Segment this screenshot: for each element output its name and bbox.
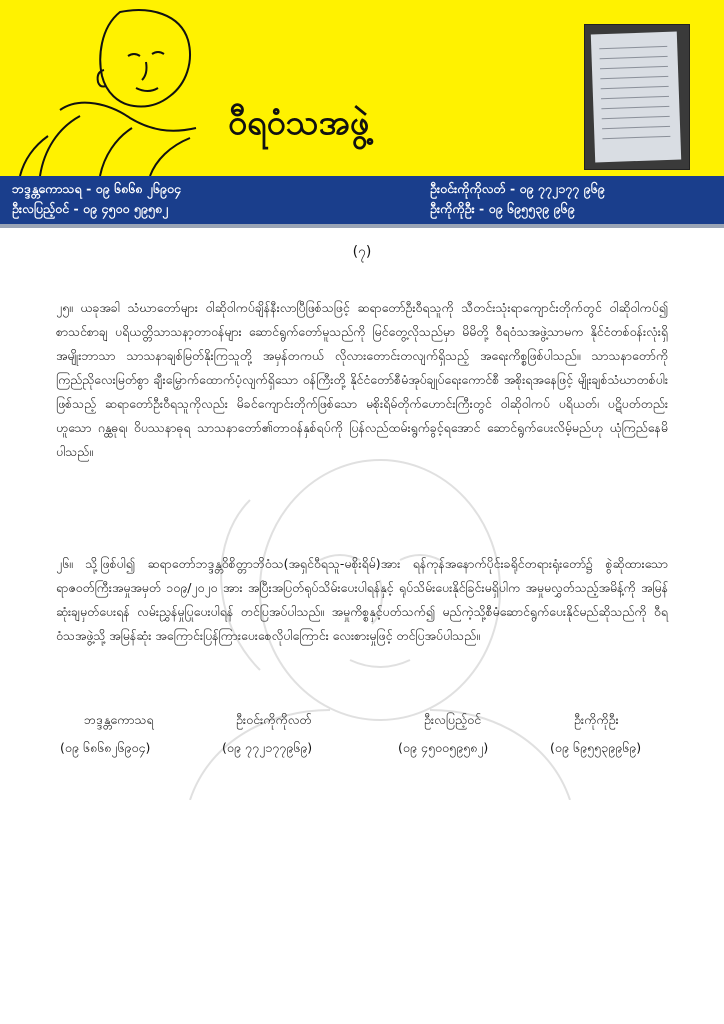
contact-line: ဦးလပြည့်ဝင် - ၀၉ ၄၅၀၀ ၅၉၅၈၂ xyxy=(12,201,169,216)
page-number: (၇) xyxy=(352,244,372,260)
signatory-name: ဦးဝင်းကိုကိုလတ် xyxy=(236,712,312,727)
signatory-phone: (၀၉ ၄၅၀၀၅၉၅၈၂) xyxy=(398,740,489,755)
org-name: ဝီရဝံသအဖွဲ့ xyxy=(228,103,370,143)
contact-line: ဦးဝင်းကိုကိုလတ် - ၀၉ ၇၇၂၁၇၇ ၉၆၉ xyxy=(430,181,605,196)
signatory-name: ဦးလပြည့်ဝင် xyxy=(424,712,482,727)
contact-bar xyxy=(0,176,724,228)
letterhead-header xyxy=(0,0,724,176)
paragraph-26: ၂၆။ သို့ဖြစ်ပါ၍ ဆရာတော်ဘဒ္ဒန္တဝိစိတ္တာဘိဝံသ(အရှင်ဝီရသူ-မစိုးရိမ်)အား ရန်ကုန်အနောက်ပိုင်းခရိုင်တရားရုံးတော်၌ စွဲဆိုထားသော ရာဇဝတ်ကြီးအမှုအမှတ် ၁၀၉/၂၀၂၀ အား အပြီးအပြတ်ရုပ်သိမ်းပေးပါရန်နှင့် ရုပ်သိမ်းပေးနိုင်ခြင်းမရှိပါက အမှုမလွှတ်သည့်အမိန့်ကို အမြန်ဆုံးချမှတ်ပေးရန် လမ်းညွှန်မှုပြုပေးပါရန် တင်ပြအပ်ပါသည်။ အမှုကိစ္စနှင့်ပတ်သက်၍ မည်ကဲ့သို့စီမံဆောင်ရွက်ပေးနိုင်မည်ဆိုသည်ကို ဝီရဝံသအဖွဲ့သို့ အမြန်ဆုံး အကြောင်းပြန်ကြားပေးစေလိုပါကြောင်း လေးစားမှုဖြင့် တင်ပြအပ်ပါသည်။ xyxy=(56,556,668,643)
signatory-name: ဦးကိုကိုဦး xyxy=(574,712,619,727)
signatory-phone: (၀၉ ၆၈၆၈၂၆၉၀၄) xyxy=(60,740,151,755)
paragraph-25: ၂၅။ ယခုအခါ သံဃာတော်များ ဝါဆိုဝါကပ်ချိန်နီးလာပြီဖြစ်သဖြင့် ဆရာတော်ဦးဝီရသူကို သီတင်းသုံးရာကျောင်းတိုက်တွင် ဝါဆိုဝါကပ်၍ စာသင်စာချ ပရိယတ္တိသာသနာ့တာဝန်များ ဆောင်ရွက်တော်မူသည်ကို မြင်တွေ့လိုသည်မှာ မိမိတို့ ဝီရဝံသအဖွဲ့သာမက နိုင်ငံတစ်ဝန်းလုံးရှိ အမျိုးဘာသာ သာသနာချစ်မြတ်နိုးကြသူတို့ အမှန်တကယ် လိုလားတောင်းတလျက်ရှိသည့် အရေးကိစ္စဖြစ်ပါသည်။ သာသနာတော်ကို ကြည်ညိုလေးမြတ်စွာ ချီးမြှောက်ထောက်ပံ့လျက်ရှိသော ဝန်ကြီးတို့ နိုင်ငံတော်စီမံအုပ်ချုပ်ရေးကောင်စီ အစိုးရအနေဖြင့် မျိုးချစ်သံဃာတစ်ပါးဖြစ်သည့် ဆရာတော်ဦးဝီရသူကိုလည်း မိခင်ကျောင်းတိုက်ဖြစ်သော မစိုးရိမ်တိုက်ဟောင်းကြီးတွင် ဝါဆိုဝါကပ် ပရိယတ်၊ ပဋိပတ်တည်းဟူသော ဂန္ထဓုရ၊ ဝိပဿနာဓုရ သာသနာတော်၏တာဝန်နှစ်ရပ်ကို ပြန်လည်ထမ်းရွက်ခွင့်ရအောင် ဆောင်ရွက်ပေးလိမ့်မည်ဟု ယုံကြည်နေမိပါသည်။ xyxy=(56,300,668,459)
document-photo xyxy=(584,24,690,170)
signatory-name: ဘဒ္ဒန္တကောသရ xyxy=(84,712,154,727)
paper-image xyxy=(591,32,681,163)
contact-line: ဘဒ္ဒန္တကောသရ - ၀၉ ၆၈၆၈ ၂၆၉၀၄ xyxy=(12,181,182,196)
contact-line: ဦးကိုကိုဦး - ၀၉ ၆၉၅၅၃၉ ၉၆၉ xyxy=(430,201,575,216)
signatory-phone: (၀၉ ၆၉၅၅၃၉၉၆၉) xyxy=(550,740,642,755)
signatory-phone: (၀၉ ၇၇၂၁၇၇၉၆၉) xyxy=(222,740,313,755)
